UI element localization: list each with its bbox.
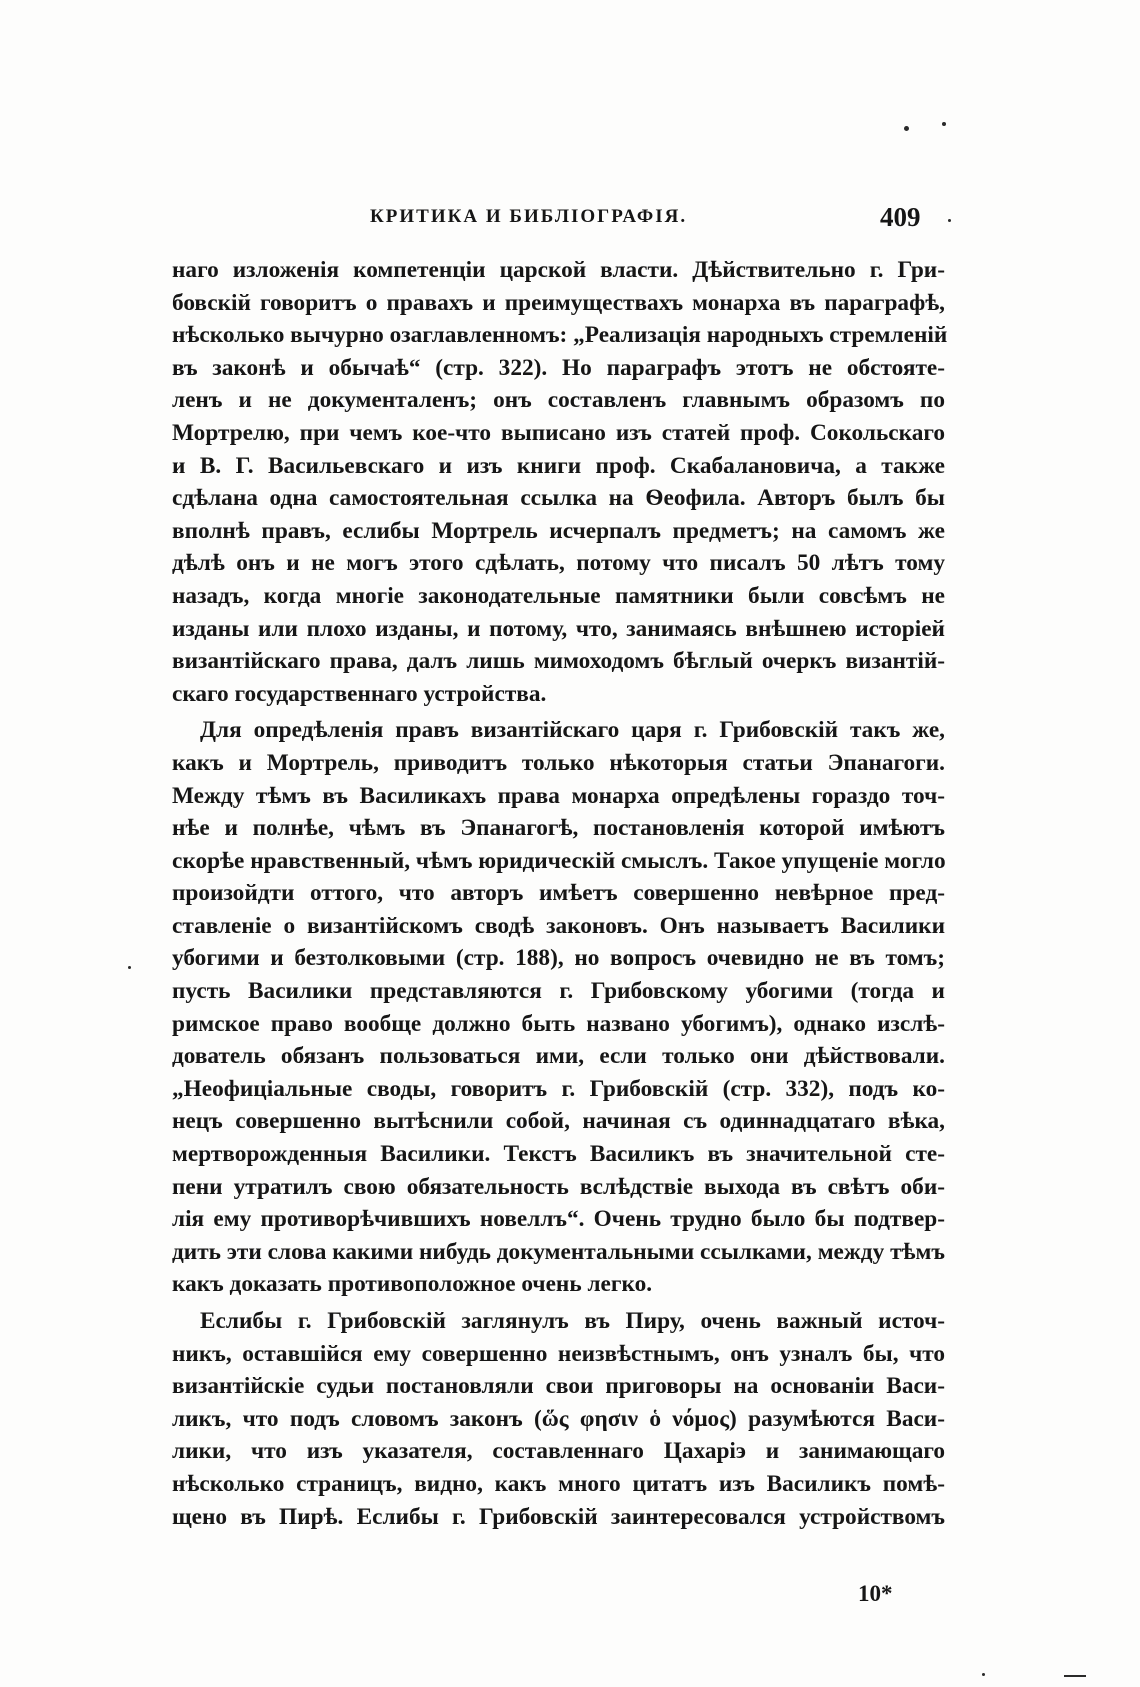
- text-line: нѣе и полнѣе, чѣмъ въ Эпанагогѣ, постановленія которой имѣютъ: [172, 815, 945, 842]
- page-number: 409: [880, 202, 921, 232]
- scan-speck: [948, 219, 951, 222]
- body-text: [172, 254, 948, 1533]
- text-line: византійскаго права, далъ лишь мимоходомъ бѣглый очеркъ византій-: [172, 648, 945, 675]
- text-line: назадъ, когда многіе законодательные памятники были совсѣмъ не: [172, 582, 945, 609]
- text-line: наго изложенія компетенціи царской власти. Дѣйствительно г. Гри-: [172, 257, 945, 283]
- text-line: ленъ и не документаленъ; онъ составленъ главнымъ образомъ по: [172, 387, 945, 414]
- text-line: пени утратилъ свою обязательность вслѣдствіе выхода въ свѣтъ оби-: [172, 1173, 945, 1200]
- text-line: щено въ Пирѣ. Еслибы г. Грибовскій заинтересовался устройствомъ: [172, 1503, 945, 1530]
- paragraph-2: [172, 714, 945, 1301]
- text-line: дователь обязанъ пользоваться ими, если только они дѣйствовали.: [172, 1043, 945, 1070]
- text-line: и В. Г. Васильевскаго и изъ книги проф. Скабалановича, а также: [172, 452, 945, 479]
- text-line: бовскій говоритъ о правахъ и преимуществахъ монарха въ параграфѣ,: [172, 289, 945, 316]
- text-line: мертворожденныя Василики. Текстъ Василикъ въ значительной сте-: [172, 1141, 945, 1168]
- text-line: въ законѣ и обычаѣ“ (стр. 322). Но параграфъ этотъ не обстояте-: [172, 354, 945, 381]
- text-line: нѣсколько страницъ, видно, какъ много цитатъ изъ Василикъ помѣ-: [172, 1470, 945, 1497]
- text-line: Мортрелю, при чемъ кое-что выписано изъ статей проф. Сокольскаго: [172, 419, 945, 446]
- running-title: КРИТИКА И БИБЛIОГРАФIЯ.: [370, 206, 688, 227]
- text-line: ликъ, что подъ словомъ законъ (ὥς φησιν ὁ νόμος) разумѣются Васи-: [172, 1405, 945, 1432]
- text-line: Между тѣмъ въ Василикахъ права монарха опредѣлены гораздо точ-: [172, 782, 945, 809]
- text-line: нецъ совершенно вытѣснили собой, начиная съ одиннадцатаго вѣка,: [172, 1108, 945, 1135]
- paragraph-1: [172, 254, 948, 710]
- scan-speck: [982, 1673, 985, 1676]
- text-line: лики, что изъ указателя, составленнаго Цахаріэ и занимающаго: [172, 1438, 945, 1465]
- text-line: никъ, оставшійся ему совершенно неизвѣстнымъ, онъ узналъ бы, что: [172, 1340, 945, 1367]
- text-line: какъ доказать противоположное очень легко.: [172, 1271, 653, 1298]
- text-line: византійскіе судьи постановляли свои приговоры на основаніи Васи-: [172, 1373, 945, 1400]
- running-header: [0, 202, 1140, 242]
- text-line: дить эти слова какими нибудь документальными ссылками, между тѣмъ: [172, 1238, 945, 1265]
- text-line: пусть Василики представляются г. Грибовскому убогими (тогда и: [172, 978, 945, 1005]
- text-line: лія ему противорѣчившихъ новеллъ“. Очень трудно было бы подтвер-: [172, 1206, 945, 1233]
- text-line: вполнѣ правъ, еслибы Мортрель исчерпалъ предметъ; на самомъ же: [172, 517, 945, 544]
- text-line: нѣсколько вычурно озаглавленномъ: „Реализація народныхъ стремленій: [172, 322, 948, 349]
- signature-mark: 10*: [858, 1581, 893, 1606]
- text-line: сдѣлана одна самостоятельная ссылка на Ѳеофила. Авторъ былъ бы: [172, 485, 945, 512]
- text-line: римское право вообще должно быть названо убогимъ), однако изслѣ-: [172, 1010, 945, 1037]
- text-line: Для опредѣленія правъ византійскаго царя г. Грибовскій такъ же,: [200, 717, 945, 744]
- text-line: дѣлѣ онъ и не могъ этого сдѣлать, потому что писалъ 50 лѣтъ тому: [172, 550, 945, 577]
- text-line: ставленіе о византійскомъ сводѣ законовъ. Онъ называетъ Василики: [172, 912, 945, 939]
- text-line: скорѣе нравственный, чѣмъ юридическій смыслъ. Такое упущеніе могло: [172, 847, 946, 874]
- text-line: какъ и Мортрель, приводитъ только нѣкоторыя статьи Эпанагоги.: [172, 749, 945, 776]
- text-line: Еслибы г. Грибовскій заглянулъ въ Пиру, очень важный источ-: [200, 1308, 945, 1334]
- text-line: скаго государственнаго устройства.: [172, 680, 547, 707]
- scan-dash: [1064, 1675, 1086, 1677]
- text-line: произойдти оттого, что авторъ имѣетъ совершенно невѣрное пред-: [172, 880, 945, 907]
- text-line: „Неофиціальные своды, говоритъ г. Грибовскій (стр. 332), подъ ко-: [172, 1075, 945, 1102]
- text-line: изданы или плохо изданы, и потому, что, занимаясь внѣшнею исторіей: [172, 615, 945, 642]
- paragraph-3: [172, 1305, 945, 1533]
- text-line: убогими и безтолковыми (стр. 188), но вопросъ очевидно не въ томъ;: [172, 945, 945, 972]
- scan-speck: [942, 122, 946, 126]
- scan-speck: [904, 126, 909, 131]
- scan-speck: [128, 966, 131, 969]
